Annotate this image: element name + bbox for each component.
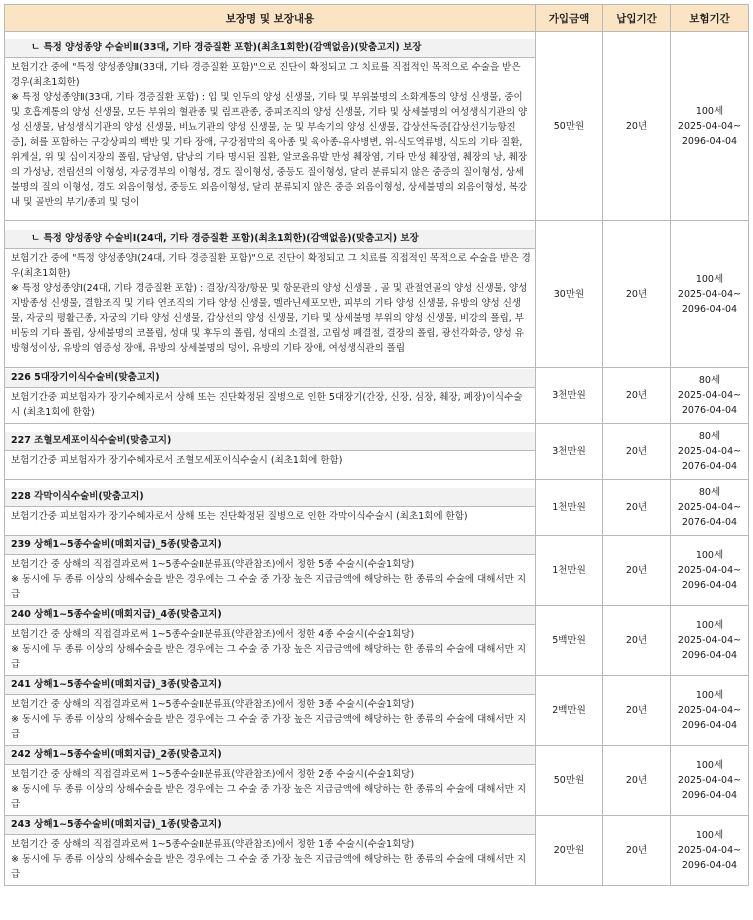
coverage-title: 240 상해1~5종수술비(매회지급)_4종(맞춤고지)	[5, 606, 535, 625]
coverage-cell	[5, 676, 536, 746]
amount-cell: 3천만원	[536, 424, 603, 480]
coverage-end: 2096-04-04	[681, 790, 738, 801]
header-payment-period: 납입기간	[603, 5, 671, 32]
header-coverage-name: 보장명 및 보장내용	[5, 5, 536, 32]
header-coverage-period: 보험기간	[671, 5, 749, 32]
coverage-period-cell	[671, 816, 749, 886]
coverage-description	[5, 625, 535, 675]
coverage-age: 100세	[695, 760, 724, 771]
payment-period-cell: 20년	[603, 816, 671, 886]
coverage-title: 239 상해1~5종수술비(매회지급)_5종(맞춤고지)	[5, 536, 535, 555]
table-row	[5, 816, 749, 886]
coverage-title: ㄴ 특정 양성종양 수술비Ⅱ(33대, 기타 경증질환 포함)(최초1회한)(감액없음)(맞춤고지) 보장	[5, 39, 535, 58]
coverage-title: 228 각막이식수술비(맞춤고지)	[5, 488, 535, 507]
table-row	[5, 368, 749, 424]
coverage-period-cell	[671, 676, 749, 746]
amount-cell: 1천만원	[536, 480, 603, 536]
coverage-age: 100세	[695, 690, 724, 701]
payment-period-cell: 20년	[603, 746, 671, 816]
coverage-desc-text: 보험기간 중 상해의 직접결과로써 1~5종수술Ⅱ분류표(약관참조)에서 정한 1종 수술시(수술1회당)	[11, 839, 415, 850]
coverage-start: 2025-04-04~	[677, 288, 742, 300]
coverage-description	[5, 555, 535, 605]
amount-cell: 2백만원	[536, 676, 603, 746]
coverage-note: ※ 동시에 두 종류 이상의 상해수술을 받은 경우에는 그 수술 중 가장 높은 지급금액에 해당하는 한 종류의 수술에 대해서만 지급	[11, 574, 527, 600]
coverage-note: ※ 특정 양성종양Ⅱ(33대, 기타 경증질환 포함) : 입 및 인두의 양성 신생물, 기타 및 부위불명의 소화계통의 양성 신생물, 중이 및 호흡계통의 양성 신생물, 모든 부위의 혈관종 및 림프관종, 중피조직의 양성 신생물, 기타 및 상세불명의 여성생식기관의 양성 신생물, 남성생식기관의 양성 신생물, 비뇨기관의 양성 신생물, 눈 및 부속기의 양성 신생물, 갑상선독증[갑상선기능항진증], 혀를 포함하는 구강상피의 백반 및 기타 장애, 구강점막의 육아종 및 육아종-유사병변, 위-식도역류병, 식도의 기타 질환, 위게실, 위 및 십이지장의 폴립, 담낭염, 담낭의 기타 명시된 질환, 알코올유발 만성 췌장염, 기타 만성 췌장염, 췌장의 낭, 췌장의 가성낭, 전립선의 이형성, 자궁경부의 이형성, 경도 질이형성, 중등도 질이형성, 달리 분류되지 않은 중증의 질이형성, 상세불명의 질의 이형성, 경도 외음이형성, 중등도 외음이형성, 달리 분류되지 않은 중증 외음이형성, 상세불명의 외음이형성, 복강내 및 골반의 부기/종괴 및 덩이	[11, 92, 528, 208]
table-row	[5, 676, 749, 746]
coverage-title: 243 상해1~5종수술비(매회지급)_1종(맞춤고지)	[5, 816, 535, 835]
coverage-description	[5, 388, 535, 423]
amount-cell: 50만원	[536, 32, 603, 221]
coverage-description	[5, 695, 535, 745]
coverage-desc-text: 보험기간중 피보험자가 장기수혜자로서 조혈모세포이식수술시 (최초1회에 한함)	[11, 455, 343, 466]
coverage-start: 2025-04-04~	[677, 446, 742, 457]
coverage-end: 2096-04-04	[681, 303, 738, 315]
coverage-end: 2096-04-04	[681, 580, 738, 591]
coverage-start: 2025-04-04~	[677, 120, 742, 132]
coverage-cell	[5, 368, 536, 424]
coverage-end: 2096-04-04	[681, 860, 738, 871]
amount-cell: 50만원	[536, 746, 603, 816]
coverage-desc-text: 보험기간 중 상해의 직접결과로써 1~5종수술Ⅱ분류표(약관참조)에서 정한 3종 수술시(수술1회당)	[11, 699, 415, 710]
coverage-end: 2096-04-04	[681, 720, 738, 731]
amount-cell: 1천만원	[536, 536, 603, 606]
coverage-cell	[5, 816, 536, 886]
coverage-desc-text: 보험기간 중 상해의 직접결과로써 1~5종수술Ⅱ분류표(약관참조)에서 정한 2종 수술시(수술1회당)	[11, 769, 415, 780]
coverage-start: 2025-04-04~	[677, 635, 742, 646]
coverage-cell	[5, 606, 536, 676]
payment-period-cell: 20년	[603, 368, 671, 424]
coverage-start: 2025-04-04~	[677, 775, 742, 786]
payment-period-cell: 20년	[603, 606, 671, 676]
coverage-end: 2096-04-04	[681, 650, 738, 661]
coverage-age: 100세	[695, 105, 724, 117]
coverage-description	[5, 58, 535, 213]
coverage-title: 241 상해1~5종수술비(매회지급)_3종(맞춤고지)	[5, 676, 535, 695]
payment-period-cell: 20년	[603, 32, 671, 221]
table-row	[5, 606, 749, 676]
coverage-note: ※ 특정 양성종양Ⅰ(24대, 기타 경증질환 포함) : 결장/직장/항문 및 항문관의 양성 신생물 , 골 및 관절연골의 양성 신생물, 양성 지방종성 신생물, 결합조직 및 기타 연조직의 기타 양성 신생물, 멜라닌세포모반, 피부의 기타 양성 신생물, 유방의 양성 신생물, 자궁의 평활근종, 자궁의 기타 양성 신생물, 갑상선의 양성 신생물, 기타 및 상세불명 부위의 양성 신생물, 비강의 폴립, 부비동의 기타 폴립, 상세불명의 코폴립, 성대 및 후두의 폴립, 성대의 소결절, 고립성 폐결절, 결장의 폴립, 광선각화증, 양성 유방형성이상, 유방의 염증성 장애, 유방의 상세불명의 덩이, 유방의 기타 장애, 여성생식관의 폴립	[11, 282, 528, 354]
coverage-start: 2025-04-04~	[677, 565, 742, 576]
payment-period-cell: 20년	[603, 221, 671, 368]
coverage-cell	[5, 746, 536, 816]
coverage-title: ㄴ 특정 양성종양 수술비Ⅰ(24대, 기타 경증질환 포함)(최초1회한)(감액없음)(맞춤고지) 보장	[5, 230, 535, 249]
coverage-period-cell	[671, 424, 749, 480]
coverage-age: 80세	[698, 487, 721, 498]
coverage-desc-text: 보험기간중 피보험자가 장기수혜자로서 상해 또는 진단확정된 질병으로 인한 각막이식수술시 (최초1회에 한함)	[11, 511, 468, 522]
coverage-note: ※ 동시에 두 종류 이상의 상해수술을 받은 경우에는 그 수술 중 가장 높은 지급금액에 해당하는 한 종류의 수술에 대해서만 지급	[11, 854, 527, 880]
coverage-cell	[5, 424, 536, 480]
coverage-note: ※ 동시에 두 종류 이상의 상해수술을 받은 경우에는 그 수술 중 가장 높은 지급금액에 해당하는 한 종류의 수술에 대해서만 지급	[11, 644, 527, 670]
coverage-age: 80세	[698, 431, 721, 442]
coverage-cell	[5, 221, 536, 368]
coverage-description	[5, 765, 535, 815]
coverage-description	[5, 249, 535, 359]
coverage-cell	[5, 480, 536, 536]
coverage-cell	[5, 536, 536, 606]
coverage-note: ※ 동시에 두 종류 이상의 상해수술을 받은 경우에는 그 수술 중 가장 높은 지급금액에 해당하는 한 종류의 수술에 대해서만 지급	[11, 784, 527, 810]
table-row	[5, 480, 749, 536]
header-amount: 가입금액	[536, 5, 603, 32]
coverage-description	[5, 835, 535, 885]
coverage-desc-text: 보험기간중 피보험자가 장기수혜자로서 상해 또는 진단확정된 질병으로 인한 5대장기(간장, 신장, 심장, 췌장, 폐장)이식수술시 (최초1회에 한함)	[11, 391, 523, 418]
coverage-period-cell	[671, 606, 749, 676]
coverage-desc-text: 보험기간 중에 "특정 양성종양Ⅰ(24대, 기타 경증질환 포함)"으로 진단이 확정되고 그 치료를 직접적인 목적으로 수술을 받은 경우(최초1회한)	[11, 252, 531, 279]
coverage-start: 2025-04-04~	[677, 705, 742, 716]
table-row	[5, 221, 749, 368]
coverage-desc-text: 보험기간 중에 "특정 양성종양Ⅱ(33대, 기타 경증질환 포함)"으로 진단이 확정되고 그 치료를 직접적인 목적으로 수술을 받은 경우(최초1회한)	[11, 62, 521, 88]
coverage-title: 242 상해1~5종수술비(매회지급)_2종(맞춤고지)	[5, 746, 535, 765]
coverage-age: 80세	[698, 375, 721, 386]
coverage-period-cell	[671, 480, 749, 536]
coverage-age: 100세	[695, 830, 724, 841]
table-row	[5, 746, 749, 816]
payment-period-cell: 20년	[603, 536, 671, 606]
amount-cell: 30만원	[536, 221, 603, 368]
coverage-start: 2025-04-04~	[677, 390, 742, 401]
payment-period-cell: 20년	[603, 424, 671, 480]
coverage-age: 100세	[695, 273, 724, 285]
amount-cell: 3천만원	[536, 368, 603, 424]
amount-cell: 20만원	[536, 816, 603, 886]
coverage-cell	[5, 32, 536, 221]
coverage-age: 100세	[695, 620, 724, 631]
coverage-note: ※ 동시에 두 종류 이상의 상해수술을 받은 경우에는 그 수술 중 가장 높은 지급금액에 해당하는 한 종류의 수술에 대해서만 지급	[11, 714, 527, 740]
coverage-age: 100세	[695, 550, 724, 561]
coverage-end: 2076-04-04	[681, 405, 738, 416]
payment-period-cell: 20년	[603, 480, 671, 536]
coverage-start: 2025-04-04~	[677, 502, 742, 513]
coverage-desc-text: 보험기간 중 상해의 직접결과로써 1~5종수술Ⅱ분류표(약관참조)에서 정한 4종 수술시(수술1회당)	[11, 629, 415, 640]
amount-cell: 5백만원	[536, 606, 603, 676]
table-row	[5, 536, 749, 606]
coverage-period-cell	[671, 536, 749, 606]
coverage-period-cell	[671, 32, 749, 221]
payment-period-cell: 20년	[603, 676, 671, 746]
coverage-desc-text: 보험기간 중 상해의 직접결과로써 1~5종수술Ⅱ분류표(약관참조)에서 정한 5종 수술시(수술1회당)	[11, 559, 415, 570]
coverage-period-cell	[671, 746, 749, 816]
coverage-end: 2096-04-04	[681, 135, 738, 147]
coverage-title: 227 조혈모세포이식수술비(맞춤고지)	[5, 432, 535, 451]
coverage-start: 2025-04-04~	[677, 845, 742, 856]
coverage-end: 2076-04-04	[681, 461, 738, 472]
table-row	[5, 32, 749, 221]
coverage-description	[5, 451, 535, 471]
coverage-description	[5, 507, 535, 527]
table-row	[5, 424, 749, 480]
coverage-table	[4, 4, 749, 886]
table-header-row	[5, 5, 749, 32]
coverage-period-cell	[671, 221, 749, 368]
coverage-period-cell	[671, 368, 749, 424]
coverage-title: 226 5대장기이식수술비(맞춤고지)	[5, 369, 535, 388]
coverage-end: 2076-04-04	[681, 517, 738, 528]
